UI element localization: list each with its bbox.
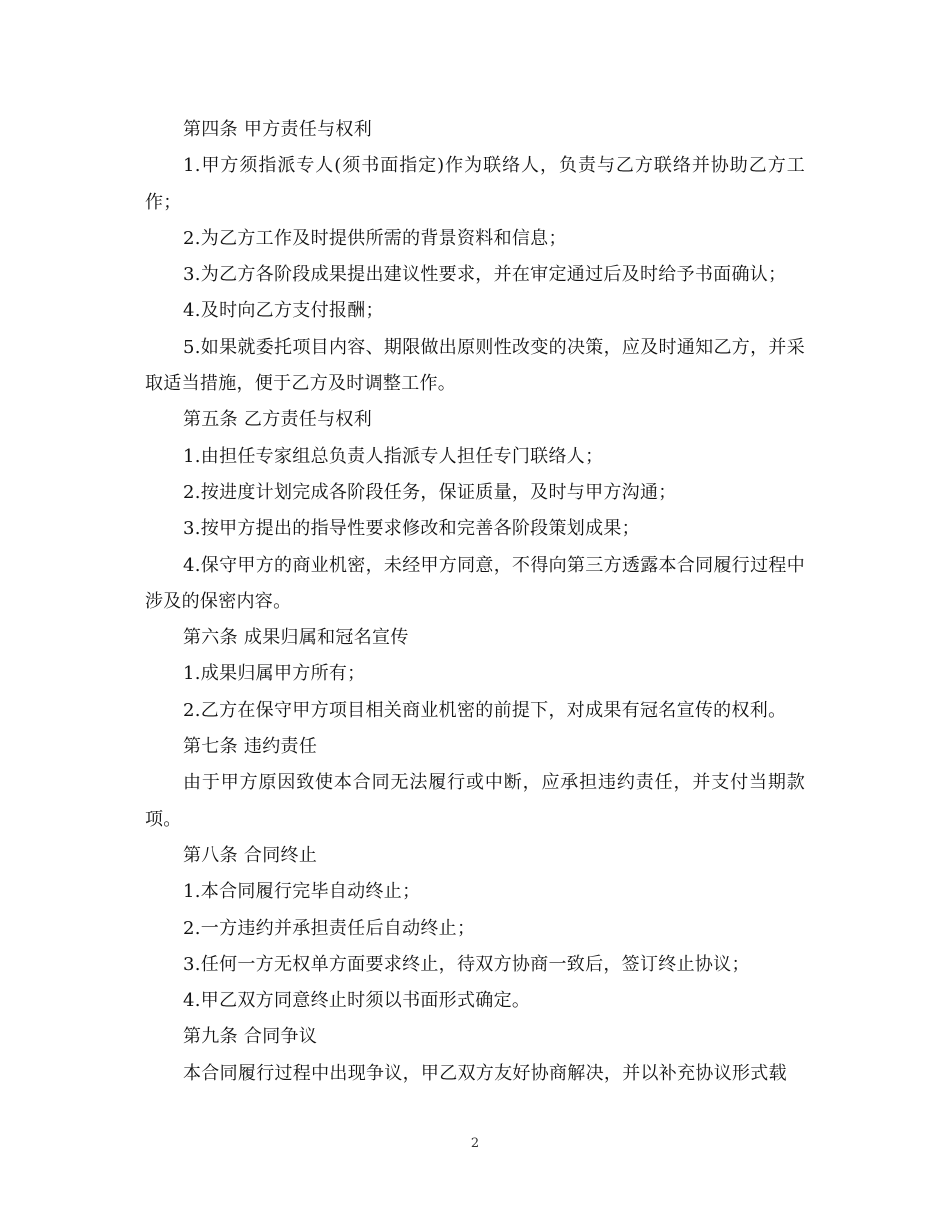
article-heading: 第七条 违约责任 [183,736,318,758]
clause-paragraph: 5.如果就委托项目内容、期限做出原则性改变的决策，应及时通知乙方，并采取适当措施，便于乙方及时调整工作。 [145,336,805,395]
clause-paragraph: 3.任何一方无权单方面要求终止，待双方协商一致后，签订终止协议； [183,953,750,975]
clause-paragraph: 本合同履行过程中出现争议，甲乙双方友好协商解决，并以补充协议形式载 [183,1062,787,1084]
article-heading: 第五条 乙方责任与权利 [183,409,373,431]
clause-paragraph: 2.乙方在保守甲方项目相关商业机密的前提下，对成果有冠名宣传的权利。 [183,699,787,721]
clause-paragraph: 2.一方违约并承担责任后自动终止； [183,917,476,939]
clause-paragraph: 2.按进度计划完成各阶段任务，保证质量，及时与甲方沟通； [183,481,677,503]
clause-paragraph: 4.甲乙双方同意终止时须以书面形式确定。 [183,990,531,1012]
article-heading: 第八条 合同终止 [183,844,318,866]
clause-paragraph: 由于甲方原因致使本合同无法履行或中断，应承担违约责任，并支付当期款项。 [145,772,805,830]
clause-paragraph: 1.由担任专家组总负责人指派专人担任专门联络人； [183,445,604,467]
clause-paragraph: 1.成果归属甲方所有； [183,663,366,685]
clause-paragraph: 3.按甲方提出的指导性要求修改和完善各阶段策划成果； [183,518,640,540]
page-number: 2 [470,1136,480,1151]
article-heading: 第六条 成果归属和冠名宣传 [183,627,409,649]
clause-paragraph: 4.及时向乙方支付报酬； [183,300,384,322]
document-body [145,112,805,1092]
clause-paragraph: 1.本合同履行完毕自动终止； [183,881,421,903]
clause-paragraph: 4.保守甲方的商业机密，未经甲方同意，不得向第三方透露本合同履行过程中涉及的保密内容。 [145,554,805,612]
clause-paragraph: 1.甲方须指派专人(须书面指定)作为联络人，负责与乙方联络并协助乙方工作； [145,155,805,213]
article-heading: 第九条 合同争议 [183,1026,318,1048]
clause-paragraph: 2.为乙方工作及时提供所需的背景资料和信息； [183,227,567,249]
article-heading: 第四条 甲方责任与权利 [183,119,373,140]
clause-paragraph: 3.为乙方各阶段成果提出建议性要求，并在审定通过后及时给予书面确认； [183,264,787,286]
